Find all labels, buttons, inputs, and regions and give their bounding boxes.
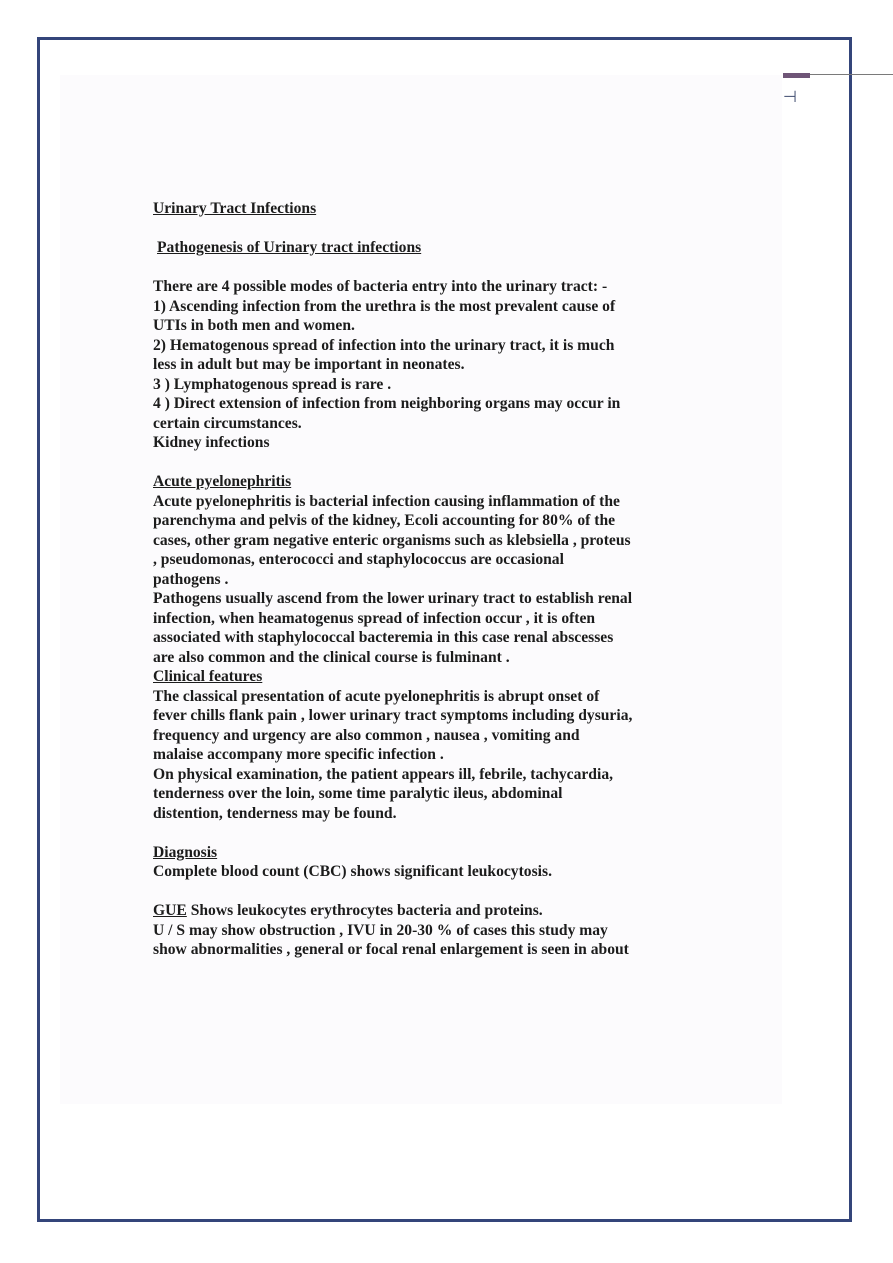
text-line: certain circumstances. (153, 414, 302, 432)
corner-accent-line (810, 74, 893, 75)
text-line: pathogens . (153, 570, 229, 588)
text-line: are also common and the clinical course is fulminant . (153, 648, 510, 666)
text-line: cases, other gram negative enteric organisms such as klebsiella , proteus (153, 531, 631, 549)
corner-mark-icon: ⊣ (783, 87, 797, 106)
document-body (153, 199, 693, 960)
text-line: frequency and urgency are also common , nausea , vomiting and (153, 726, 580, 744)
text-line: malaise accompany more specific infection . (153, 746, 444, 763)
text-line: show abnormalities , general or focal renal enlargement is seen in about (153, 941, 629, 958)
text-line: Acute pyelonephritis is bacterial infection causing inflammation of the (153, 492, 620, 510)
text-line: associated with staphylococcal bacteremia in this case renal abscesses (153, 629, 614, 646)
section-heading-diagnosis: Diagnosis (153, 843, 218, 861)
text-line: Pathogens usually ascend from the lower urinary tract to establish renal (153, 590, 633, 607)
text-line: UTIs in both men and women. (153, 317, 355, 334)
text-line: The classical presentation of acute pyelonephritis is abrupt onset of (153, 687, 600, 705)
text-line: less in adult but may be important in neonates. (153, 356, 465, 373)
text-line: 4 ) Direct extension of infection from neighboring organs may occur in (153, 395, 621, 412)
text-line: distention, tenderness may be found. (153, 804, 397, 822)
modes-intro: There are 4 possible modes of bacteria entry into the urinary tract: - (153, 278, 608, 295)
text-line: On physical examination, the patient appears ill, febrile, tachycardia, (153, 765, 614, 783)
document-title: Urinary Tract Infections (153, 200, 317, 217)
section-heading-acute-pyelonephritis: Acute pyelonephritis (153, 473, 292, 490)
text-line: 2) Hematogenous spread of infection into the urinary tract, it is much (153, 336, 615, 354)
text-line: infection, when heamatogenus spread of infection occur , it is often (153, 609, 596, 627)
section-heading-pathogenesis: Pathogenesis of Urinary tract infections (157, 239, 422, 256)
text-line: , pseudomonas, enterococci and staphylococcus are occasional (153, 551, 564, 568)
text-line: 3 ) Lymphatogenous spread is rare . (153, 375, 392, 393)
text-line: tenderness over the loin, some time paralytic ileus, abdominal (153, 785, 563, 802)
gue-line (153, 901, 693, 921)
text-line: Kidney infections (153, 434, 270, 451)
gue-label: GUE (153, 902, 187, 919)
text-line: U / S may show obstruction , IVU in 20-30 % of cases this study may (153, 921, 608, 939)
gue-text: Shows leukocytes erythrocytes bacteria and proteins. (186, 902, 543, 919)
text-line: 1) Ascending infection from the urethra is the most prevalent cause of (153, 297, 616, 315)
text-line: fever chills flank pain , lower urinary tract symptoms including dysuria, (153, 707, 633, 724)
text-line: parenchyma and pelvis of the kidney, Ecoli accounting for 80% of the (153, 512, 616, 529)
corner-accent-bar (783, 73, 810, 78)
text-line: Complete blood count (CBC) shows significant leukocytosis. (153, 863, 552, 880)
section-heading-clinical-features: Clinical features (153, 668, 263, 685)
